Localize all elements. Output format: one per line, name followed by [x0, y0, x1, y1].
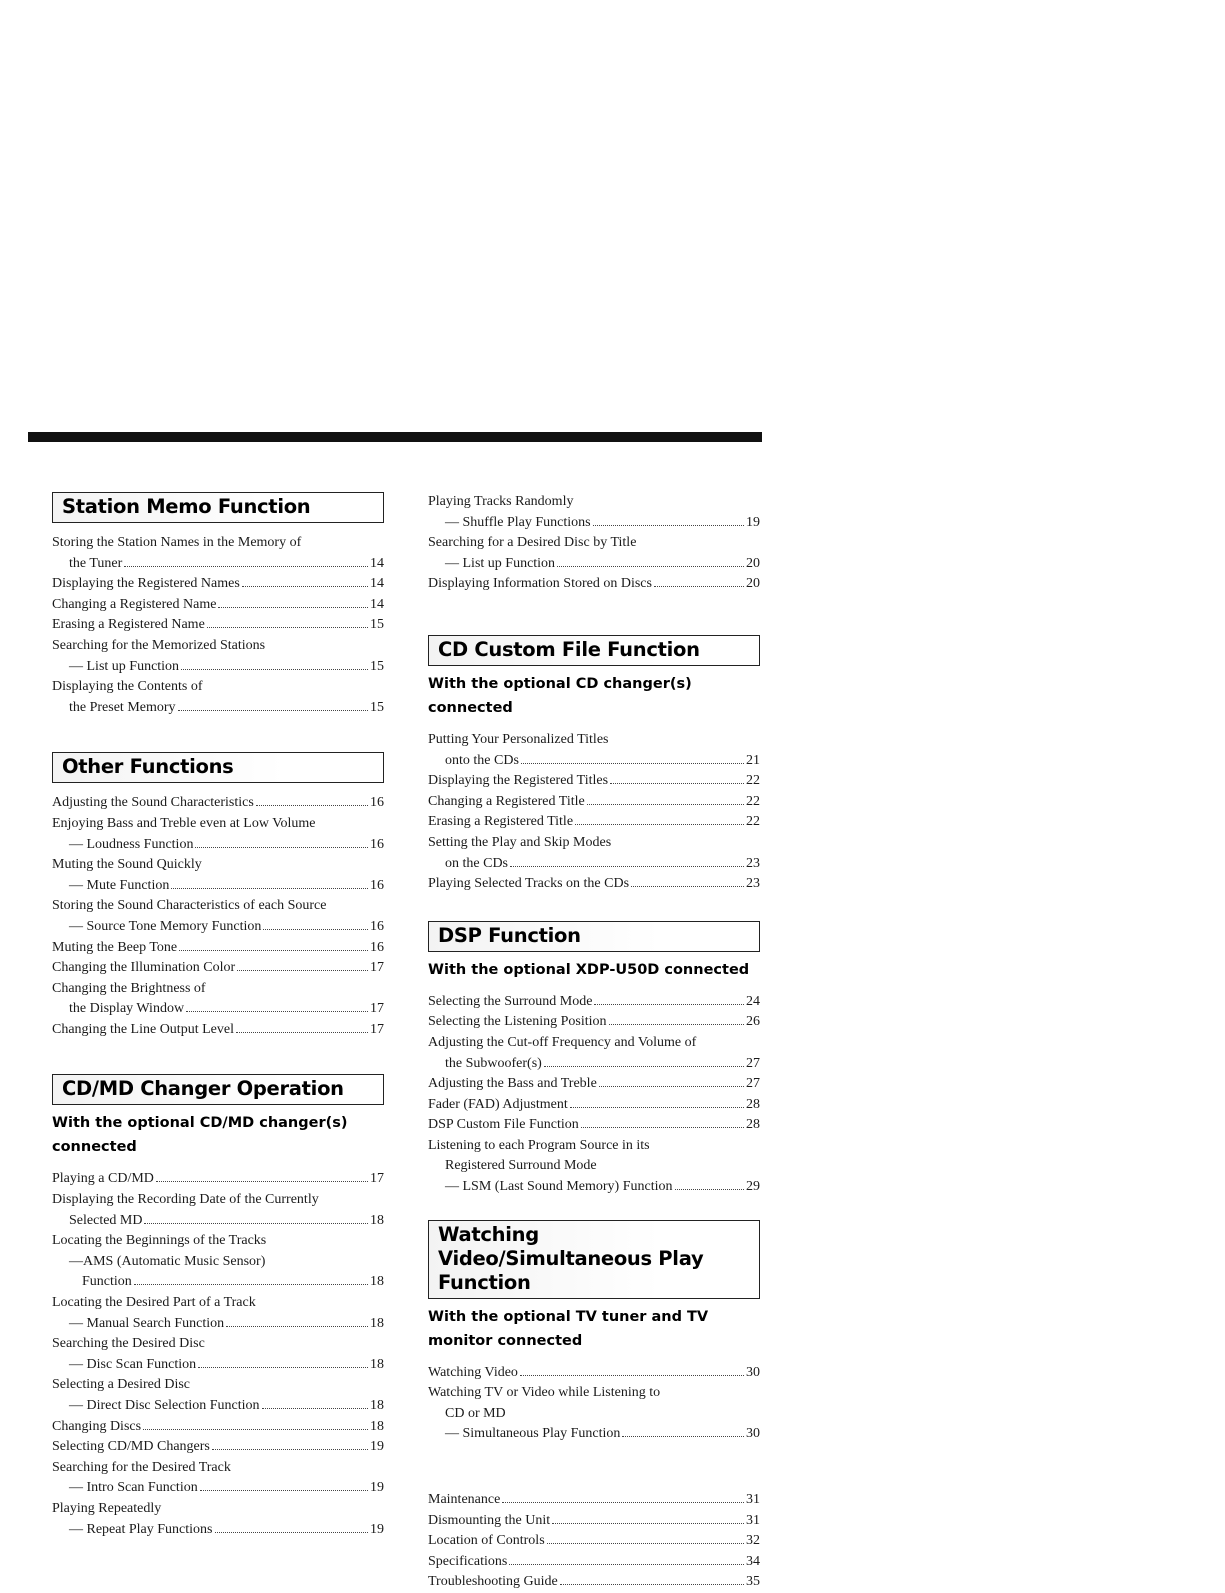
toc-entry-list [52, 533, 384, 718]
dot-leader [195, 847, 368, 848]
toc-entry[interactable] [52, 793, 384, 814]
dot-leader [181, 669, 368, 670]
section-heading: CD/MD Changer Operation [52, 1074, 384, 1105]
toc-entry[interactable] [428, 874, 760, 895]
page-number: 27 [746, 1076, 760, 1092]
toc-entry[interactable] [428, 812, 760, 833]
toc-entry-text: Changing the Line Output Level [52, 1021, 234, 1037]
dot-leader [622, 1436, 744, 1437]
dot-leader [570, 1107, 744, 1108]
toc-entry-text: —AMS (Automatic Music Sensor) [69, 1253, 266, 1269]
dot-leader [587, 804, 744, 805]
toc-right-column [428, 492, 760, 1593]
toc-entry[interactable] [52, 615, 384, 636]
page-number: 32 [746, 1533, 760, 1549]
toc-entry[interactable] [428, 1531, 760, 1552]
toc-entry-list [52, 1169, 384, 1540]
toc-entry[interactable] [52, 1190, 384, 1231]
section-heading: Other Functions [52, 752, 384, 783]
page-number: 20 [746, 555, 760, 571]
toc-entry-text: — Repeat Play Functions [69, 1521, 213, 1537]
toc-entry[interactable] [428, 492, 760, 533]
toc-entry-text: — Simultaneous Play Function [445, 1426, 621, 1442]
toc-entry[interactable] [428, 1095, 760, 1116]
toc-entry-list [428, 730, 760, 895]
dot-leader [654, 586, 744, 587]
toc-entry-text: — List up Function [445, 555, 556, 571]
toc-entry-list [52, 793, 384, 1040]
toc-entry-text: Selecting the Listening Position [428, 1014, 607, 1030]
page-number: 16 [370, 939, 384, 955]
dot-leader [215, 1532, 369, 1533]
toc-entry[interactable] [52, 855, 384, 896]
toc-entry-text: Playing Selected Tracks on the CDs [428, 876, 630, 892]
toc-entry-text: Maintenance [428, 1492, 501, 1508]
page-number: 28 [746, 1096, 760, 1112]
toc-entry[interactable] [428, 1033, 760, 1074]
dot-leader [521, 763, 744, 764]
toc-entry-text: Displaying the Registered Names [52, 576, 240, 592]
toc-entry-text: Adjusting the Cut-off Frequency and Volume of [428, 1034, 697, 1050]
toc-entry-text: Muting the Sound Quickly [52, 857, 202, 873]
page-number: 20 [746, 576, 760, 592]
section-right-0 [428, 492, 760, 595]
toc-entry-text: the Tuner [69, 555, 123, 571]
page-number: 24 [746, 993, 760, 1009]
toc-entry-text: Selected MD [69, 1212, 143, 1228]
dot-leader [171, 888, 368, 889]
toc-entry-text: Specifications [428, 1553, 508, 1569]
toc-entry-text: on the CDs [445, 855, 508, 871]
toc-entry-text: Adjusting the Bass and Treble [428, 1076, 597, 1092]
toc-entry[interactable] [428, 730, 760, 771]
section-right-4 [428, 1490, 760, 1593]
page-number: 22 [746, 773, 760, 789]
toc-entry[interactable] [52, 958, 384, 979]
toc-entry[interactable] [52, 938, 384, 959]
toc-entry-text: CD or MD [445, 1405, 506, 1421]
toc-entry-text: Playing Repeatedly [52, 1500, 162, 1516]
toc-entry[interactable] [52, 1334, 384, 1375]
dot-leader [236, 1032, 368, 1033]
dot-leader [156, 1181, 368, 1182]
toc-entry[interactable] [52, 896, 384, 937]
dot-leader [502, 1502, 744, 1503]
toc-entry-text: Erasing a Registered Title [428, 814, 574, 830]
dot-leader [198, 1367, 368, 1368]
toc-entry[interactable] [428, 1115, 760, 1136]
section-heading: CD Custom File Function [428, 635, 760, 666]
toc-entry[interactable] [52, 814, 384, 855]
toc-entry-text: Displaying the Contents of [52, 679, 203, 695]
toc-entry[interactable] [428, 1383, 760, 1445]
toc-entry-text: Changing Discs [52, 1418, 142, 1434]
toc-entry[interactable] [52, 1499, 384, 1540]
toc-entry[interactable] [52, 1020, 384, 1041]
toc-entry-text: Searching the Desired Disc [52, 1336, 205, 1352]
toc-entry-list [428, 992, 760, 1198]
toc-entry[interactable] [428, 792, 760, 813]
toc-entry[interactable] [428, 1136, 760, 1198]
toc-entry-text: Locating the Desired Part of a Track [52, 1295, 256, 1311]
dot-leader [510, 866, 744, 867]
page-number: 15 [370, 699, 384, 715]
dot-leader [144, 1223, 368, 1224]
toc-entry-text: Location of Controls [428, 1533, 545, 1549]
toc-entry[interactable] [428, 1363, 760, 1384]
page-number: 19 [370, 1439, 384, 1455]
dot-leader [599, 1086, 744, 1087]
toc-entry-text: Selecting CD/MD Changers [52, 1439, 210, 1455]
dot-leader [218, 607, 368, 608]
section-other-functions [52, 752, 384, 1040]
toc-entry[interactable] [428, 992, 760, 1013]
dot-leader [178, 710, 368, 711]
toc-entry[interactable] [52, 533, 384, 574]
page-number: 16 [370, 877, 384, 893]
toc-entry-text: Displaying the Registered Titles [428, 773, 609, 789]
dot-leader [610, 783, 744, 784]
dot-leader [124, 566, 368, 567]
dot-leader [226, 1326, 368, 1327]
page-number: 23 [746, 876, 760, 892]
toc-entry[interactable] [428, 533, 760, 574]
page-number: 14 [370, 596, 384, 612]
dot-leader [575, 824, 744, 825]
toc-entry-text: Muting the Beep Tone [52, 939, 178, 955]
page-number: 16 [370, 795, 384, 811]
toc-entry[interactable] [428, 833, 760, 874]
dot-leader [237, 970, 368, 971]
dot-leader [631, 886, 744, 887]
dot-leader [186, 1011, 368, 1012]
toc-entry[interactable] [428, 1074, 760, 1095]
toc-entry-text: Storing the Station Names in the Memory of [52, 535, 302, 550]
toc-entry-text: — Loudness Function [69, 836, 194, 852]
toc-entry[interactable] [428, 1572, 760, 1593]
page-number: 14 [370, 576, 384, 592]
section-subtitle: With the optional CD changer(s) connected [428, 675, 692, 716]
page-number: 21 [746, 752, 760, 768]
section-cd-md-changer-operation [52, 1074, 384, 1540]
page-number: 29 [746, 1179, 760, 1195]
toc-entry[interactable] [52, 1293, 384, 1334]
dot-leader [262, 1408, 368, 1409]
page-number: 18 [370, 1212, 384, 1228]
dot-leader [520, 1375, 744, 1376]
page-number: 30 [746, 1426, 760, 1442]
toc-entry[interactable] [428, 1012, 760, 1033]
toc-entry-list [428, 492, 760, 595]
toc-entry-text: Putting Your Personalized Titles [428, 731, 609, 747]
section-cd-custom-file-function [428, 635, 760, 895]
dot-leader [207, 627, 368, 628]
toc-entry-text: Setting the Play and Skip Modes [428, 834, 612, 850]
toc-entry-text: Playing Tracks Randomly [428, 494, 574, 509]
toc-entry-text: — Mute Function [69, 877, 170, 893]
page-number: 23 [746, 855, 760, 871]
dot-leader [143, 1429, 368, 1430]
toc-entry-text: Selecting a Desired Disc [52, 1377, 191, 1393]
toc-entry-text: Watching TV or Video while Listening to [428, 1385, 661, 1401]
toc-entry-text: Changing a Registered Title [428, 793, 585, 809]
dot-leader [263, 929, 368, 930]
toc-entry-text: — Disc Scan Function [69, 1356, 197, 1372]
page-number: 17 [370, 960, 384, 976]
toc-entry[interactable] [428, 771, 760, 792]
section-heading: DSP Function [428, 921, 760, 952]
dot-leader [594, 1004, 744, 1005]
dot-leader [134, 1284, 368, 1285]
toc-entry[interactable] [52, 595, 384, 616]
section-subtitle: With the optional XDP-U50D connected [428, 961, 750, 978]
toc-entry-text: Fader (FAD) Adjustment [428, 1096, 568, 1112]
dot-leader [242, 586, 368, 587]
toc-entry-text: Searching for a Desired Disc by Title [428, 535, 637, 551]
toc-entry-text: Changing the Brightness of [52, 980, 206, 996]
page-number: 18 [370, 1274, 384, 1290]
dot-leader [256, 805, 368, 806]
page-number: 34 [746, 1553, 760, 1569]
page-number: 22 [746, 814, 760, 830]
toc-entry-text: Storing the Sound Characteristics of each Source [52, 898, 327, 914]
toc-entry-text: the Display Window [69, 1001, 185, 1017]
page-number: 27 [746, 1055, 760, 1071]
page-number: 19 [746, 514, 760, 530]
page-number: 31 [746, 1492, 760, 1508]
toc-entry-text: — Intro Scan Function [69, 1480, 198, 1496]
toc-entry-text: — Source Tone Memory Function [69, 918, 262, 934]
dot-leader [593, 525, 744, 526]
toc-entry-text: Displaying the Recording Date of the Currently [52, 1192, 319, 1208]
page-number: 16 [370, 918, 384, 934]
toc-entry-text: Erasing a Registered Name [52, 617, 205, 633]
toc-entry-text: DSP Custom File Function [428, 1117, 579, 1133]
dot-leader [179, 950, 368, 951]
section-heading: Station Memo Function [52, 492, 384, 523]
toc-left-column [52, 492, 384, 1540]
toc-entry-text: Searching for the Memorized Stations [52, 637, 266, 653]
section-subtitle: With the optional TV tuner and TV monitor connected [428, 1308, 709, 1349]
dot-leader [675, 1189, 745, 1190]
dot-leader [552, 1523, 744, 1524]
page-number: 18 [370, 1398, 384, 1413]
toc-entry[interactable] [428, 1552, 760, 1573]
toc-entry-text: Watching Video [428, 1364, 518, 1380]
page-number: 18 [370, 1315, 384, 1331]
page-number: 18 [370, 1356, 384, 1372]
dot-leader [509, 1564, 744, 1565]
page-number: 19 [370, 1480, 384, 1496]
toc-entry-text: — List up Function [69, 658, 180, 674]
toc-entry[interactable] [52, 1417, 384, 1438]
section-station-memo-function [52, 492, 384, 718]
section-dsp-function [428, 921, 760, 1198]
page-number: 14 [370, 555, 384, 571]
toc-entry[interactable] [428, 1511, 760, 1532]
toc-entry-text: Dismounting the Unit [428, 1512, 551, 1528]
page-number: 35 [746, 1574, 760, 1590]
dot-leader [581, 1127, 744, 1128]
toc-entry-text: Listening to each Program Source in its [428, 1137, 650, 1153]
toc-entry-text: — Direct Disc Selection Function [69, 1398, 260, 1413]
page-number: 17 [370, 1171, 384, 1187]
page-number: 15 [370, 658, 384, 674]
toc-entry[interactable] [52, 1375, 384, 1416]
toc-entry-text: Changing the Illumination Color [52, 960, 236, 976]
toc-entry-text: Selecting the Surround Mode [428, 993, 593, 1009]
toc-entry-list [428, 1490, 760, 1593]
page-number: 18 [370, 1418, 384, 1434]
toc-entry[interactable] [52, 1437, 384, 1458]
toc-entry-text: Enjoying Bass and Treble even at Low Volume [52, 815, 316, 831]
toc-entry[interactable] [428, 1490, 760, 1511]
toc-entry[interactable] [428, 574, 760, 595]
section-watching-video-simultaneous-play-function [428, 1220, 760, 1445]
dot-leader [560, 1584, 744, 1585]
dot-leader [544, 1066, 744, 1067]
toc-entry-text: Adjusting the Sound Characteristics [52, 795, 254, 811]
dot-leader [547, 1543, 744, 1544]
dot-leader [557, 566, 744, 567]
toc-entry[interactable] [52, 1169, 384, 1190]
toc-entry-text: Displaying Information Stored on Discs [428, 576, 652, 592]
toc-entry[interactable] [52, 1231, 384, 1293]
toc-entry[interactable] [52, 677, 384, 718]
section-heading: Watching Video/Simultaneous Play Function [428, 1220, 760, 1299]
toc-entry-text: — Manual Search Function [69, 1315, 225, 1331]
toc-entry-text: Troubleshooting Guide [428, 1574, 558, 1590]
dot-leader [200, 1490, 368, 1491]
toc-entry-text: the Subwoofer(s) [445, 1055, 542, 1071]
section-subtitle: With the optional CD/MD changer(s) connected [52, 1115, 348, 1156]
page-number: 28 [746, 1117, 760, 1133]
page-number: 17 [370, 1021, 384, 1037]
page-number: 30 [746, 1364, 760, 1380]
page-number: 26 [746, 1014, 760, 1030]
toc-entry[interactable] [52, 1458, 384, 1499]
dot-leader [212, 1449, 368, 1450]
top-rule [28, 432, 762, 442]
toc-entry-text: Playing a CD/MD [52, 1171, 154, 1187]
toc-entry-text: onto the CDs [445, 752, 519, 768]
toc-entry[interactable] [52, 636, 384, 677]
page-number: 17 [370, 1001, 384, 1017]
toc-entry-text: Locating the Beginnings of the Tracks [52, 1233, 267, 1249]
toc-entry-text: Registered Surround Mode [445, 1158, 597, 1174]
toc-entry-text: — Shuffle Play Functions [445, 514, 591, 530]
page-number: 16 [370, 836, 384, 852]
dot-leader [609, 1024, 745, 1025]
page-number: 31 [746, 1512, 760, 1528]
toc-entry-list [428, 1363, 760, 1445]
toc-entry-text: the Preset Memory [69, 699, 176, 715]
page-number: 19 [370, 1521, 384, 1537]
toc-entry[interactable] [52, 979, 384, 1020]
page-number: 15 [370, 617, 384, 633]
toc-entry[interactable] [52, 574, 384, 595]
toc-entry-text: Function [82, 1274, 132, 1290]
toc-entry-text: — LSM (Last Sound Memory) Function [445, 1179, 673, 1195]
toc-entry-text: Changing a Registered Name [52, 596, 217, 612]
page-number: 22 [746, 793, 760, 809]
toc-entry-text: Searching for the Desired Track [52, 1459, 231, 1475]
